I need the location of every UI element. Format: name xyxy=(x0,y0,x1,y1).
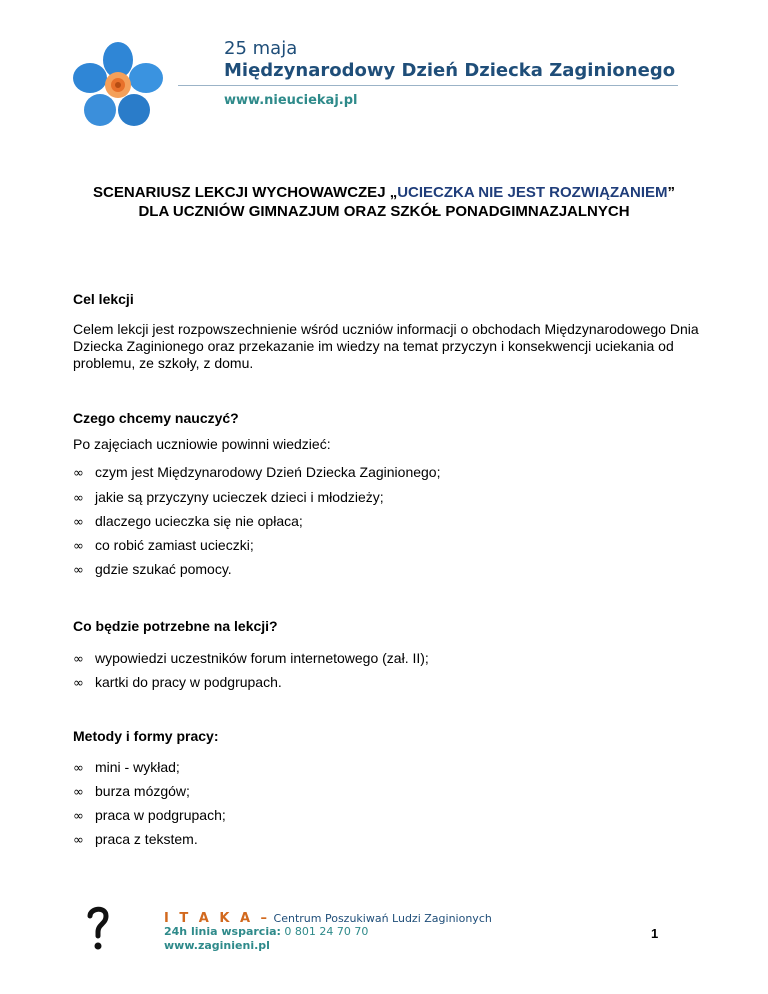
bullet-icon: ∞ xyxy=(73,809,84,824)
list-item: ∞ czym jest Międzynarodowy Dzień Dziecka Zaginionego; xyxy=(73,464,441,481)
footer-hotline xyxy=(164,925,368,938)
list-item: ∞ praca w podgrupach; xyxy=(73,807,226,824)
section-heading-goal: Cel lekcji xyxy=(73,291,134,307)
bullet-icon: ∞ xyxy=(73,761,84,776)
bullet-icon: ∞ xyxy=(73,676,84,691)
bullet-icon: ∞ xyxy=(73,563,84,578)
document-title-line1 xyxy=(0,184,768,201)
goal-paragraph: Celem lekcji jest rozpowszechnienie wśród uczniów informacji o obchodach Międzynarodowego Dnia Dziecka Zaginionego oraz przekazanie im wiedzy na temat przyczyn i konsekwencji uciekania od problemu, ze szkoły, z domu. xyxy=(73,321,699,371)
footer-brand-rest: Centrum Poszukiwań Ludzi Zaginionych xyxy=(270,912,492,925)
title-suffix: ” xyxy=(667,184,675,201)
list-item: ∞ wypowiedzi uczestników forum internetowego (zał. II); xyxy=(73,650,429,667)
section-heading-needs: Co będzie potrzebne na lekcji? xyxy=(73,618,278,634)
page-number: 1 xyxy=(651,926,659,941)
section-heading-learn: Czego chcemy nauczyć? xyxy=(73,410,239,426)
header-date: 25 maja xyxy=(224,38,298,59)
bullet-icon: ∞ xyxy=(73,785,84,800)
section-heading-methods: Metody i formy pracy: xyxy=(73,728,219,744)
list-item: ∞ jakie są przyczyny ucieczek dzieci i młodzieży; xyxy=(73,489,384,506)
footer-website-link[interactable]: www.zaginieni.pl xyxy=(164,939,270,952)
bullet-icon: ∞ xyxy=(73,833,84,848)
list-item: ∞ kartki do pracy w podgrupach. xyxy=(73,674,282,691)
list-item: ∞ burza mózgów; xyxy=(73,783,190,800)
document-title-line2: DLA UCZNIÓW GIMNAZJUM ORAZ SZKÓŁ PONADGIMNAZJALNYCH xyxy=(138,203,630,220)
bullet-icon: ∞ xyxy=(73,491,84,506)
bullet-icon: ∞ xyxy=(73,652,84,667)
header-event-title: Międzynarodowy Dzień Dziecka Zaginionego xyxy=(224,60,676,81)
list-item: ∞ gdzie szukać pomocy. xyxy=(73,561,232,578)
footer-organization xyxy=(164,911,492,926)
question-mark-icon xyxy=(86,904,110,952)
footer-brand: I T A K A – xyxy=(164,911,271,926)
header-divider xyxy=(178,85,678,86)
bullet-icon: ∞ xyxy=(73,466,84,481)
list-item: ∞ co robić zamiast ucieczki; xyxy=(73,537,254,554)
footer-hotline-label: 24h linia wsparcia: xyxy=(164,925,281,938)
list-item: ∞ mini - wykład; xyxy=(73,759,180,776)
title-prefix: SCENARIUSZ LEKCJI WYCHOWAWCZEJ „ xyxy=(93,184,398,201)
title-highlight: UCIECZKA NIE JEST ROZWIĄZANIEM xyxy=(397,184,668,201)
list-item: ∞ praca z tekstem. xyxy=(73,831,198,848)
forget-me-not-logo-icon xyxy=(72,40,164,128)
list-item: ∞ dlaczego ucieczka się nie opłaca; xyxy=(73,513,303,530)
header-website-link[interactable]: www.nieuciekaj.pl xyxy=(224,93,358,108)
bullet-icon: ∞ xyxy=(73,539,84,554)
footer-hotline-number: 0 801 24 70 70 xyxy=(280,925,369,938)
bullet-icon: ∞ xyxy=(73,515,84,530)
learn-intro: Po zajęciach uczniowie powinni wiedzieć: xyxy=(73,436,331,452)
